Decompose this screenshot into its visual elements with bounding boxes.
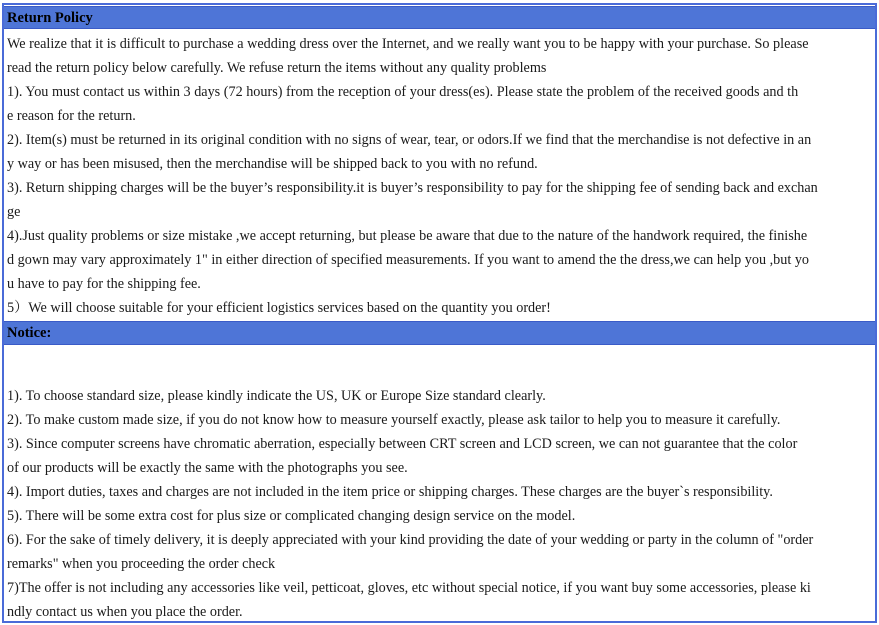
return-policy-line: 4).Just quality problems or size mistake ,we accept returning, but please be aware that due to the nature of the handwork required, the finishe [7,228,808,244]
notice-line: 5). There will be some extra cost for plus size or complicated changing design service on the model. [7,508,576,524]
notice-header [4,321,875,345]
return-policy-line: e reason for the return. [7,108,136,124]
return-policy-line: ge [7,204,21,220]
return-policy-line: 5）We will choose suitable for your efficient logistics services based on the quantity you order! [7,300,551,316]
policy-frame [2,3,877,623]
return-policy-line: u have to pay for the shipping fee. [7,276,201,292]
notice-line: 2). To make custom made size, if you do not know how to measure yourself exactly, please ask tailor to help you to measure it carefully. [7,412,781,428]
return-policy-line: 1). You must contact us within 3 days (72 hours) from the reception of your dress(es). Please state the problem of the received goods and th [7,84,799,100]
notice-heading: Notice: [7,325,52,341]
notice-line: 4). Import duties, taxes and charges are not included in the item price or shipping charges. These charges are the buyer`s responsibility. [7,484,773,500]
notice-line: 3). Since computer screens have chromatic aberration, especially between CRT screen and LCD screen, we can not guarantee that the color [7,436,798,452]
return-policy-line: y way or has been misused, then the merchandise will be shipped back to you with no refund. [7,156,538,172]
return-policy-line: 2). Item(s) must be returned in its original condition with no signs of wear, tear, or odors.If we find that the merchandise is not defective in an [7,132,812,148]
return-policy-line: read the return policy below carefully. We refuse return the items without any quality problems [7,60,547,76]
notice-line: 1). To choose standard size, please kindly indicate the US, UK or Europe Size standard clearly. [7,388,546,404]
notice-line: ndly contact us when you place the order. [7,604,243,620]
return-policy-line: We realize that it is difficult to purchase a wedding dress over the Internet, and we really want you to be happy with your purchase. So please [7,36,809,52]
return-policy-line: 3). Return shipping charges will be the buyer’s responsibility.it is buyer’s responsibility to pay for the shipping fee of sending back and exchan [7,180,818,196]
notice-line: remarks" when you proceeding the order check [7,556,276,572]
notice-line: 6). For the sake of timely delivery, it is deeply appreciated with your kind providing the date of your wedding or party in the column of "order [7,532,814,548]
return-policy-heading: Return Policy [7,10,93,26]
notice-line: of our products will be exactly the same with the photographs you see. [7,460,408,476]
notice-line: 7)The offer is not including any accessories like veil, petticoat, gloves, etc without special notice, if you want buy some accessories, please ki [7,580,811,596]
return-policy-header [4,6,875,29]
return-policy-line: d gown may vary approximately 1" in either direction of specified measurements. If you want to amend the the dress,we can help you ,but yo [7,252,810,268]
